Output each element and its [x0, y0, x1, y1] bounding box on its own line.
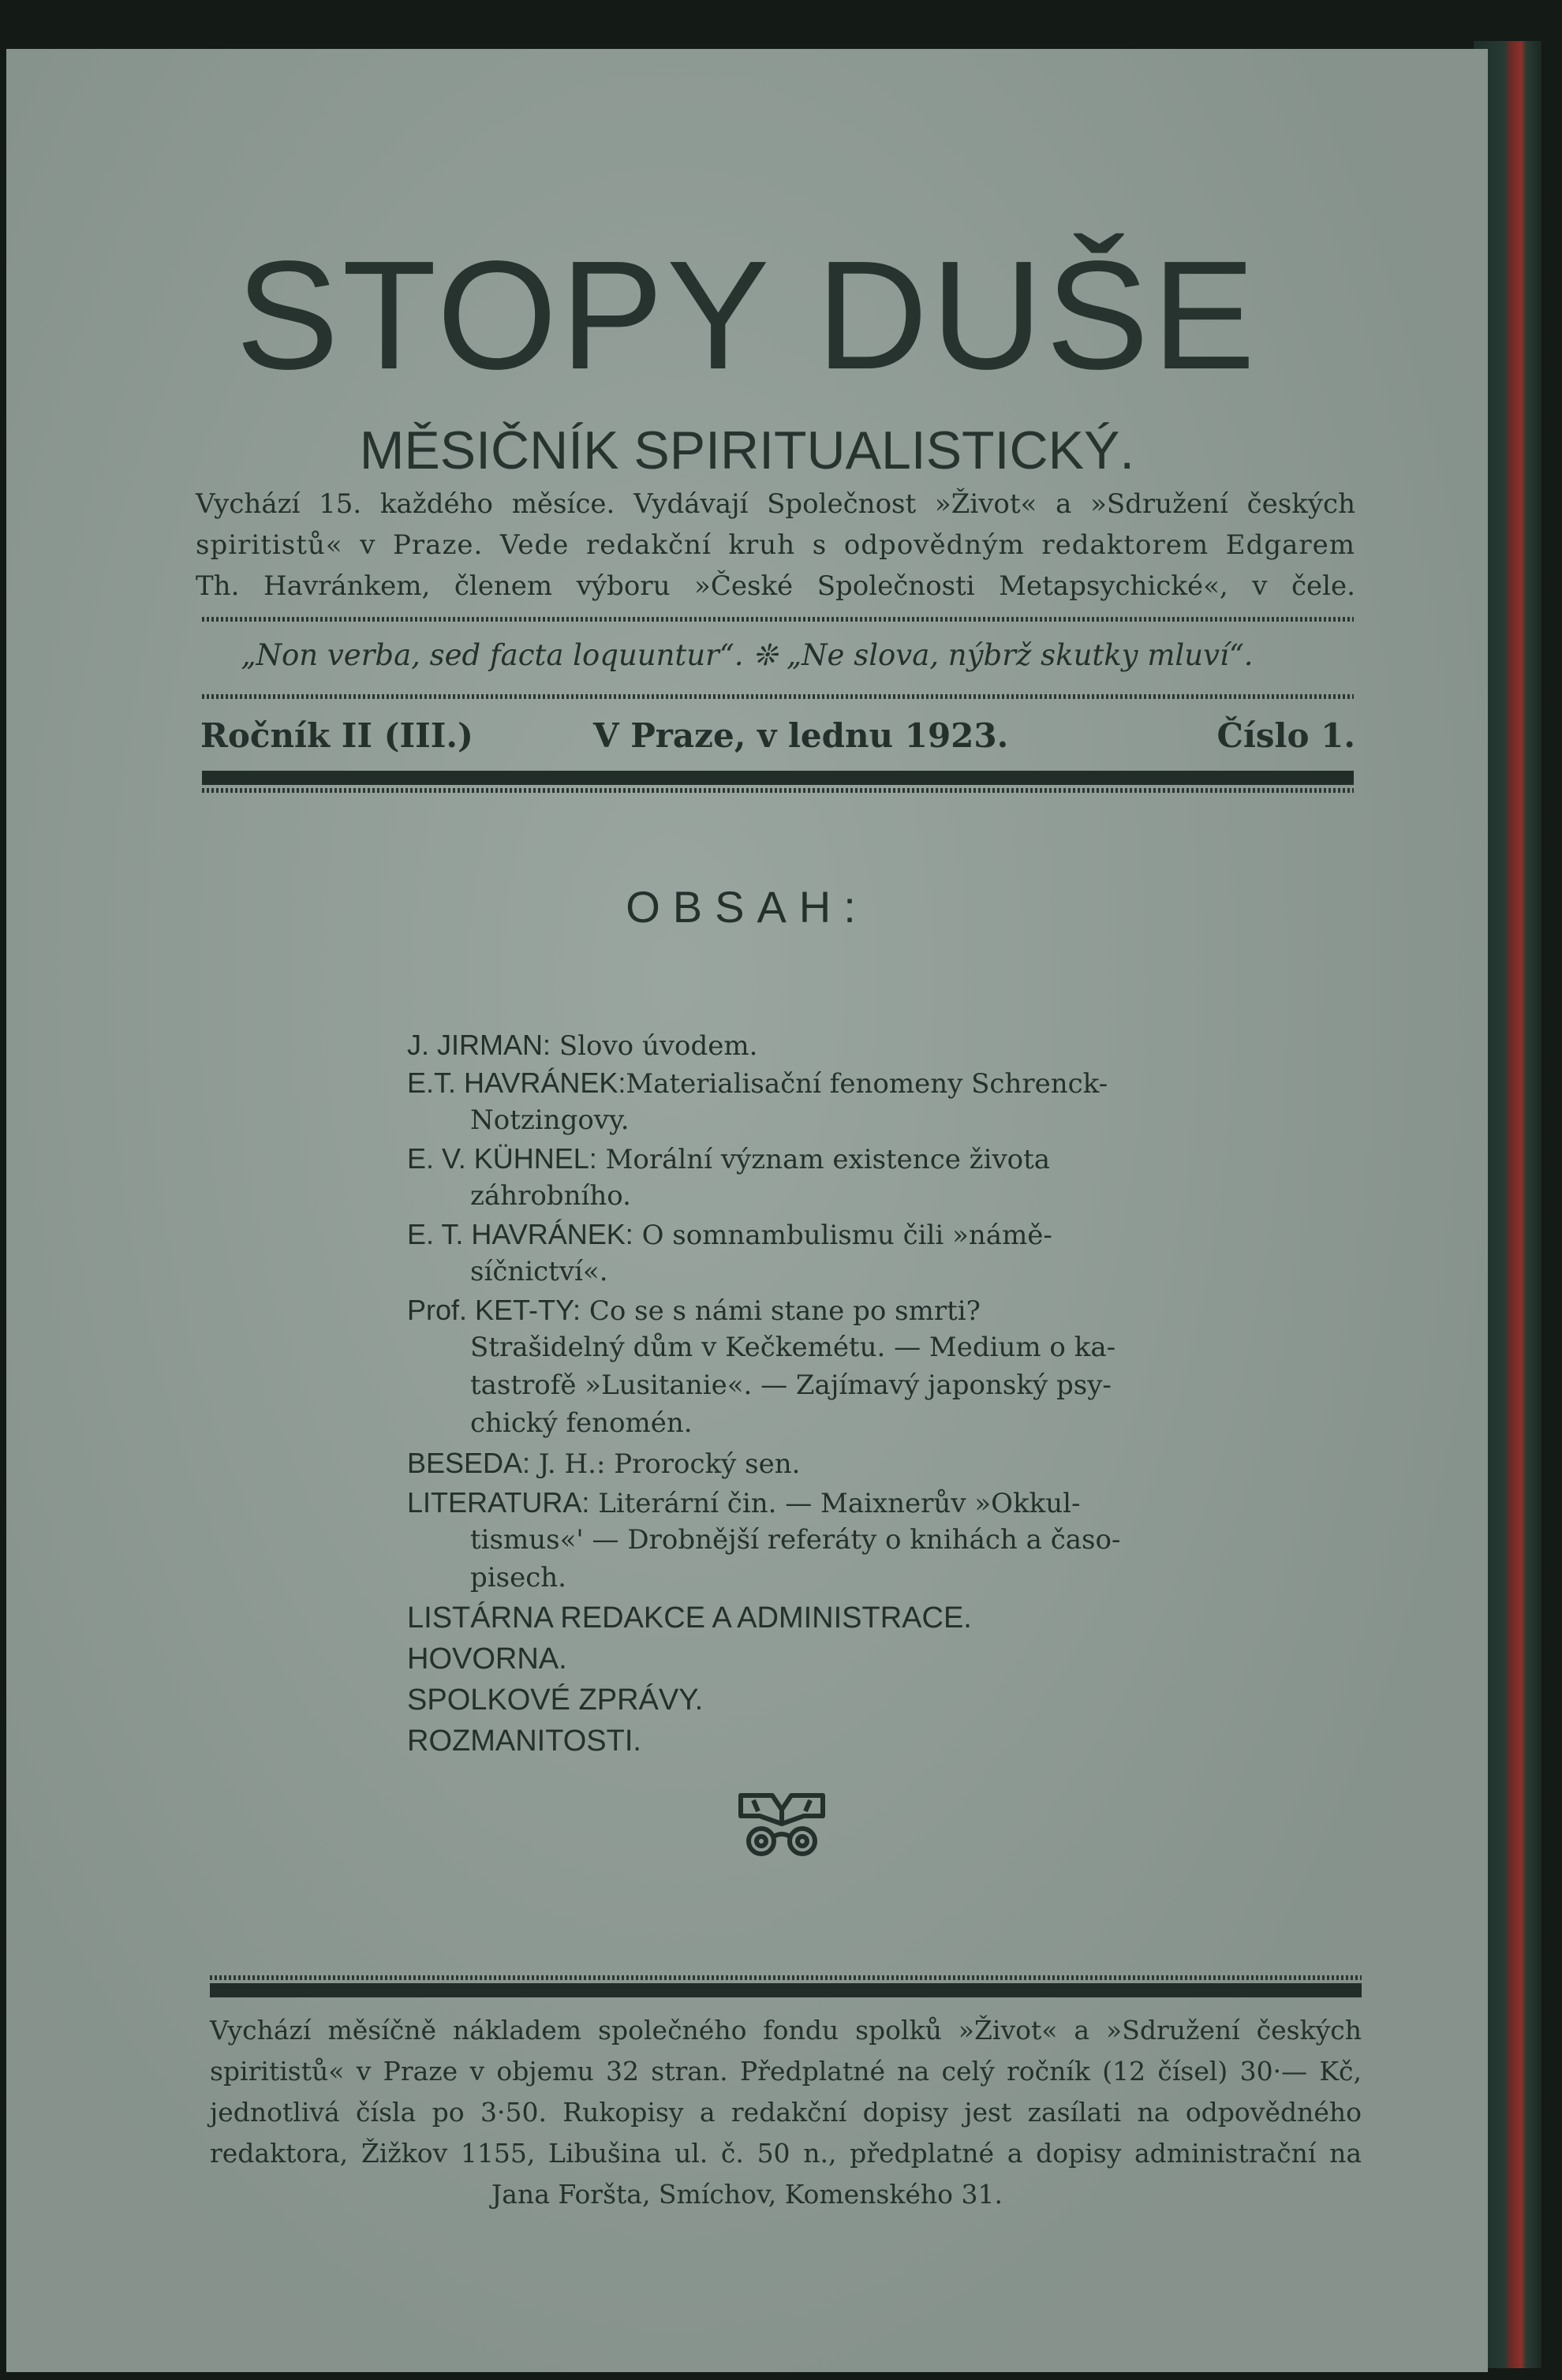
- magazine-cover: [6, 49, 1488, 2372]
- toc-entry: [407, 1296, 981, 1325]
- toc-section: LISTÁRNA REDAKCE A ADMINISTRACE.: [407, 1601, 972, 1635]
- toc-entry: [407, 1449, 800, 1478]
- footer-line: Vychází měsíčně nákladem společného fondu spolků »Život« a »Sdružení českých: [210, 2015, 1362, 2046]
- heavy-rule: [210, 1975, 1362, 1997]
- issue-place-date: V Praze, v lednu 1923.: [593, 716, 1009, 755]
- magazine-subtitle: MĚSIČNÍK SPIRITUALISTICKÝ.: [359, 420, 1135, 480]
- toc-author: LITERATURA:: [407, 1486, 590, 1519]
- toc-author: BESEDA:: [407, 1447, 531, 1479]
- footer-line: redaktora, Žižkov 1155, Libušina ul. č. 50 n., předplatné a dopisy administrační na: [210, 2138, 1362, 2169]
- toc-entry: [407, 1486, 1081, 1519]
- toc-section: ROZMANITOSTI.: [407, 1724, 641, 1758]
- toc-entry: [407, 1142, 1051, 1175]
- toc-entry: [407, 1029, 758, 1062]
- toc-author: E. T. HAVRÁNEK:: [407, 1218, 633, 1250]
- toc-continuation: Notzingovy.: [470, 1104, 630, 1136]
- toc-continuation: chický fenomén.: [470, 1407, 693, 1439]
- toc-entry: [407, 1220, 1052, 1249]
- heavy-rule: [202, 771, 1354, 793]
- intro-line: spiritistů« v Praze. Vede redakční kruh s odpovědným redaktorem Edgarem: [196, 529, 1355, 561]
- toc-continuation: záhrobního.: [470, 1180, 631, 1212]
- toc-entry: [407, 1067, 1108, 1100]
- toc-title: J. H.: Prorocký sen.: [538, 1448, 801, 1480]
- issue-volume: Ročník II (III.): [200, 716, 473, 755]
- toc-section: HOVORNA.: [407, 1642, 567, 1676]
- toc-section: SPOLKOVÉ ZPRÁVY.: [407, 1683, 704, 1717]
- dotted-rule: [202, 694, 1354, 699]
- issue-number: Číslo 1.: [1216, 716, 1355, 755]
- toc-title: Co se s námi stane po smrti?: [589, 1295, 981, 1327]
- footer-line: Jana Foršta, Smíchov, Komenského 31.: [491, 2179, 1003, 2210]
- toc-author: E.T. HAVRÁNEK:: [407, 1067, 626, 1099]
- toc-title: Literární čin. — Maixnerův »Okkul-: [598, 1488, 1081, 1519]
- dotted-rule: [202, 617, 1354, 622]
- toc-title: Materialisační fenomeny Schrenck-: [626, 1068, 1108, 1100]
- toc-continuation: síčnictví«.: [470, 1256, 608, 1287]
- contents-heading: OBSAH:: [626, 882, 869, 932]
- toc-author: E. V. KÜHNEL:: [407, 1142, 597, 1175]
- toc-continuation: Strašidelný dům v Kečkemétu. — Medium o ka-: [470, 1332, 1116, 1363]
- toc-title: Morální význam existence života: [605, 1144, 1051, 1175]
- toc-continuation: tastrofě »Lusitanie«. — Zajímavý japonský psy-: [470, 1369, 1112, 1401]
- toc-continuation: pisech.: [470, 1562, 566, 1594]
- toc-author: J. JIRMAN:: [407, 1029, 551, 1061]
- footer-line: spiritistů« v Praze v objemu 32 stran. Předplatné na celý ročník (12 čísel) 30·— Kč,: [210, 2056, 1362, 2087]
- butterfly-ornament-icon: [734, 1789, 829, 1863]
- toc-continuation: tismus«' — Drobnější referáty o knihách a časo-: [470, 1524, 1121, 1556]
- magazine-title: STOPY DUŠE: [235, 229, 1259, 402]
- toc-title: O somnambulismu čili »námě-: [641, 1220, 1052, 1251]
- motto: „Non verba, sed facta loquuntur“. ❊ „Ne slova, nýbrž skutky mluví“.: [241, 638, 1254, 672]
- intro-line: Vychází 15. každého měsíce. Vydávají Společnost »Život« a »Sdružení českých: [196, 488, 1355, 520]
- toc-author: Prof. KET-TY:: [407, 1294, 581, 1326]
- footer-line: jednotlivá čísla po 3·50. Rukopisy a redakční dopisy jest zasílati na odpovědného: [210, 2097, 1362, 2128]
- intro-line: Th. Havránkem, členem výboru »České Společnosti Metapsychické«, v čele.: [196, 570, 1355, 602]
- toc-title: Slovo úvodem.: [559, 1030, 758, 1062]
